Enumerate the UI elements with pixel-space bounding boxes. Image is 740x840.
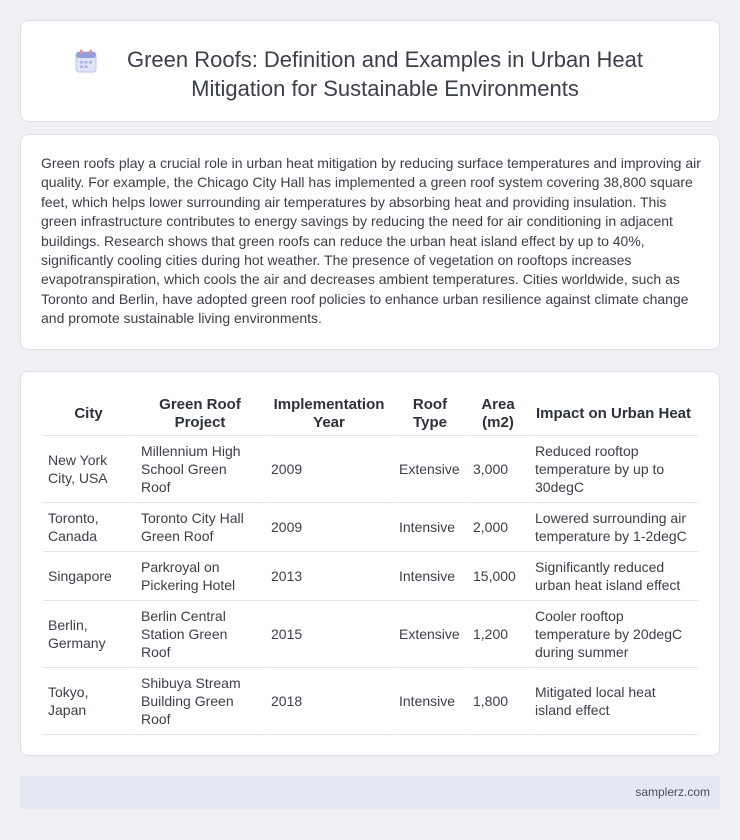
cell-city: Berlin, Germany bbox=[43, 601, 136, 668]
cell-city: New York City, USA bbox=[43, 436, 136, 503]
cell-impact: Significantly reduced urban heat island effect bbox=[530, 552, 699, 601]
table-row bbox=[43, 668, 699, 735]
table-row bbox=[43, 503, 699, 552]
page-title: Green Roofs: Definition and Examples in Urban Heat Mitigation for Sustainable Environments bbox=[126, 47, 644, 101]
header-card bbox=[20, 20, 720, 122]
cell-area: 2,000 bbox=[468, 503, 530, 552]
cell-project: Toronto City Hall Green Roof bbox=[136, 503, 266, 552]
intro-paragraph: Green roofs play a crucial role in urban heat mitigation by reducing surface temperatures and improving air quality. For example, the Chicago City Hall has implemented a green roof system covering 38,800 square feet, which helps lower surrounding air temperatures by absorbing heat and providing insulation. This green infrastructure contributes to energy savings by reducing the need for air conditioning in adjacent buildings. Research shows that green roofs can reduce the urban heat island effect by up to 40%, significantly cooling cities during hot weather. The presence of vegetation on rooftops increases evapotranspiration, which cools the air and decreases ambient temperatures. Cities worldwide, such as Toronto and Berlin, have adopted green roof policies to enhance urban resilience against climate change and promote sustainable living environments. bbox=[41, 155, 701, 327]
cell-year: 2018 bbox=[266, 668, 394, 735]
cell-area: 3,000 bbox=[468, 436, 530, 503]
green-roof-table bbox=[43, 392, 699, 735]
cell-year: 2009 bbox=[266, 503, 394, 552]
footer-site-link[interactable]: samplerz.com bbox=[635, 785, 710, 799]
cell-impact: Lowered surrounding air temperature by 1-2degC bbox=[530, 503, 699, 552]
cell-city: Toronto, Canada bbox=[43, 503, 136, 552]
header-project: Green Roof Project bbox=[136, 392, 266, 436]
cell-impact: Cooler rooftop temperature by 20degC during summer bbox=[530, 601, 699, 668]
cell-project: Parkroyal on Pickering Hotel bbox=[136, 552, 266, 601]
header-area: Area (m2) bbox=[468, 392, 530, 436]
calendar-icon bbox=[75, 49, 97, 73]
cell-roof-type: Intensive bbox=[394, 503, 468, 552]
table-header-row bbox=[43, 392, 699, 436]
cell-roof-type: Intensive bbox=[394, 668, 468, 735]
cell-area: 1,800 bbox=[468, 668, 530, 735]
cell-roof-type: Intensive bbox=[394, 552, 468, 601]
header-impact: Impact on Urban Heat bbox=[530, 392, 699, 436]
cell-impact: Mitigated local heat island effect bbox=[530, 668, 699, 735]
cell-year: 2015 bbox=[266, 601, 394, 668]
header-city: City bbox=[43, 392, 136, 436]
cell-area: 1,200 bbox=[468, 601, 530, 668]
intro-card bbox=[20, 134, 720, 350]
cell-roof-type: Extensive bbox=[394, 436, 468, 503]
cell-project: Shibuya Stream Building Green Roof bbox=[136, 668, 266, 735]
footer-bar bbox=[20, 776, 720, 809]
table-row bbox=[43, 601, 699, 668]
table-card bbox=[20, 371, 720, 756]
header-roof-type: Roof Type bbox=[394, 392, 468, 436]
cell-year: 2009 bbox=[266, 436, 394, 503]
table-row bbox=[43, 436, 699, 503]
cell-city: Singapore bbox=[43, 552, 136, 601]
cell-project: Berlin Central Station Green Roof bbox=[136, 601, 266, 668]
cell-impact: Reduced rooftop temperature by up to 30degC bbox=[530, 436, 699, 503]
cell-city: Tokyo, Japan bbox=[43, 668, 136, 735]
cell-project: Millennium High School Green Roof bbox=[136, 436, 266, 503]
header-year: Implementation Year bbox=[266, 392, 394, 436]
cell-roof-type: Extensive bbox=[394, 601, 468, 668]
cell-year: 2013 bbox=[266, 552, 394, 601]
table-row bbox=[43, 552, 699, 601]
cell-area: 15,000 bbox=[468, 552, 530, 601]
title-wrap bbox=[21, 45, 719, 103]
